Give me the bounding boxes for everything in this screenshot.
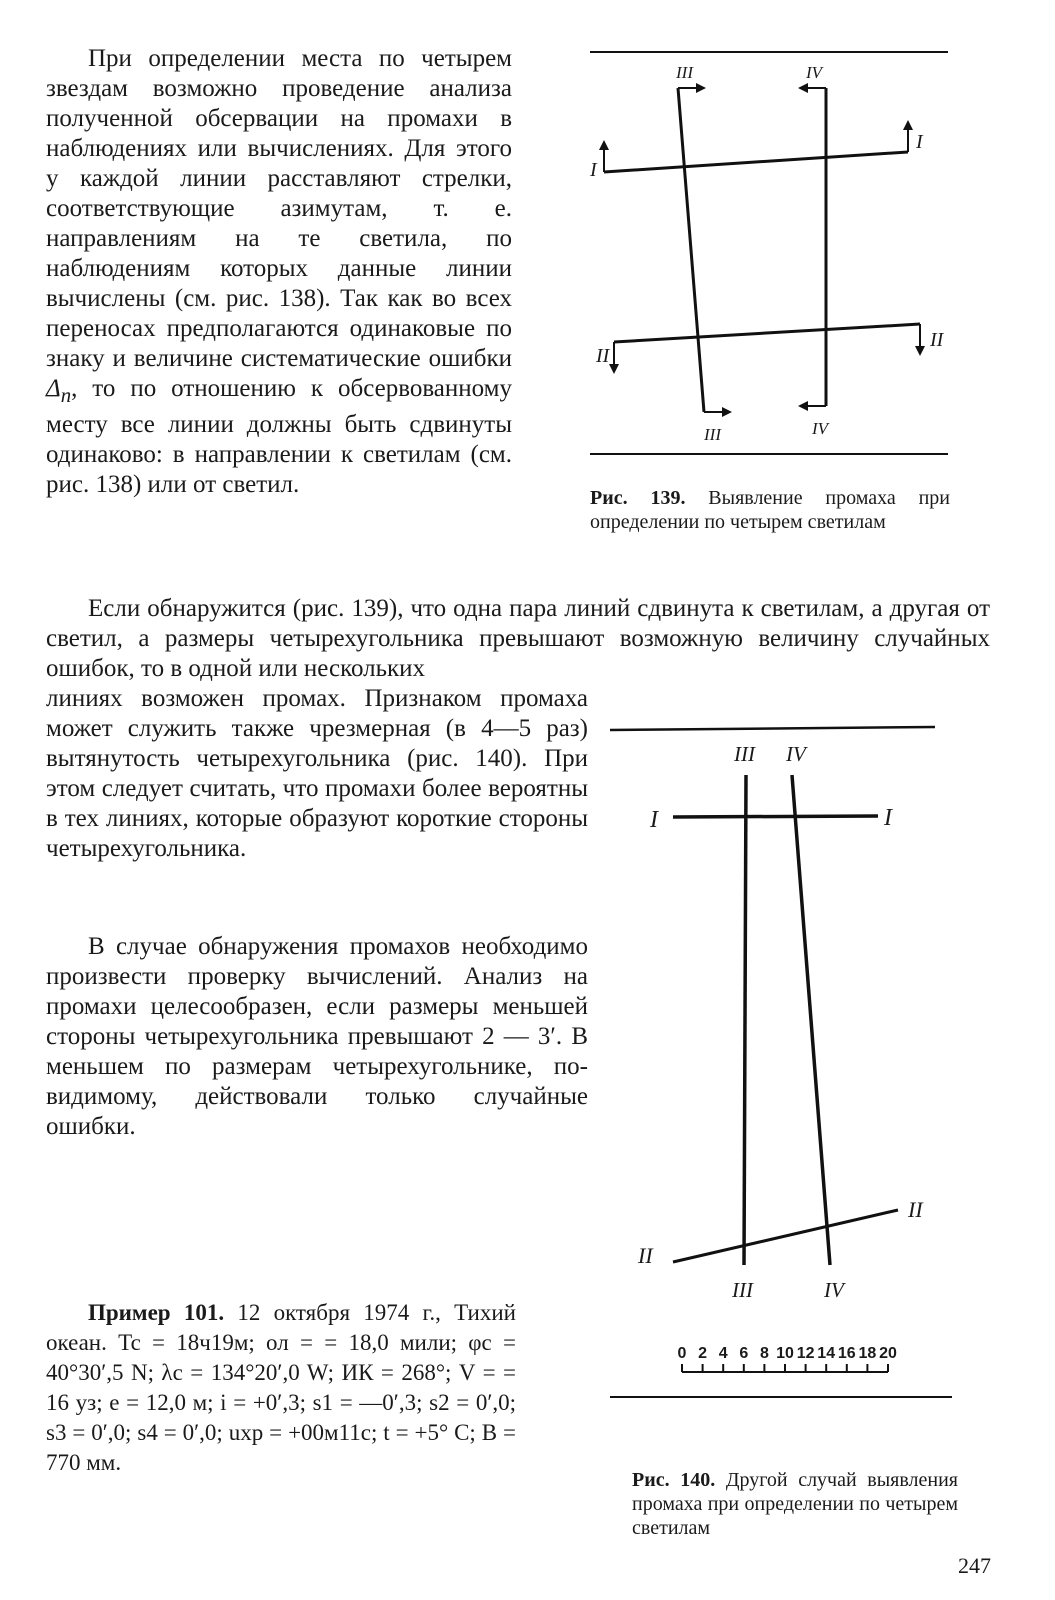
label-III-bottom: III <box>704 425 721 444</box>
position-line-I <box>673 816 878 817</box>
position-line-II <box>673 1210 898 1262</box>
scale-tick-label: 8 <box>759 1345 769 1362</box>
label-III-top: III <box>676 63 693 82</box>
position-line-IV <box>792 775 830 1265</box>
scale-tick-label: 6 <box>739 1345 749 1362</box>
scale-tick-label: 4 <box>718 1345 728 1362</box>
scale-tick-label: 16 <box>837 1345 856 1362</box>
label-III-bottom: III <box>732 1278 753 1302</box>
label-III-top: III <box>734 742 755 766</box>
scale-tick-label: 10 <box>776 1345 794 1362</box>
label-I-right: I <box>884 805 892 831</box>
scale-tick-label: 0 <box>677 1345 687 1362</box>
position-line-II <box>614 324 920 342</box>
position-line-III <box>678 88 704 412</box>
position-line-III <box>744 775 746 1265</box>
label-II-left: II <box>596 345 610 367</box>
paragraph-3: В случае обнаружения промахов необходимо произвести проверку вычислений. Анализ на промахи целесообразен, если размеры меньшей стороны четырехугольника превышают 2 — 3′. В меньшем по размерам четырехугольнике, по-видимому, действовали только случайные ошибки. <box>46 933 588 1140</box>
paragraph-1: При определении места по четырем звездам возможно проведение анализа полученной обсервации на промахи в наблюдениях или вычислениях. Для этого у каждой линии расставляют стрелки, соответствующие азимутам, т. е. направлениям на те светила, по наблюдениям которых данные линии вычислены (см. рис. 138). Так как во всех переносах предполагаются одинаковые по знаку и величине систематические ошибки $\Delta_n$, то по отношению к обсервованному месту все линии должны быть сдвинуты одинаково: в направлении к светилам (см. рис. 138) или от светил. <box>46 45 512 498</box>
label-IV-top: IV <box>806 63 823 82</box>
scale-tick-label: 18 <box>858 1345 877 1362</box>
example-101: Пример 101. 12 октября 1974 г., Тихий океан. Tc = 18ч19м; ол = = 18,0 мили; φc = 40°30′,5 N; λc = 134°20′,0 W; ИК = 268°; V = = 16 уз; e = 12,0 м; i = +0′,3; s1 = —0′,3; s2 = 0′,0; s3 = 0′,0; s4 = 0′,0; uхр = +00м11с; t = +5° C; B = 770 мм. <box>46 1300 516 1475</box>
paragraph-2-continued: линиях возможен промах. Признаком промаха может служить также чрезмерная (в 4—5 раз) вытянутость четырехугольника (рис. 140). При этом следует считать, что промахи более вероятны в тех линиях, которые образуют короткие стороны четырехугольника. <box>46 685 588 862</box>
label-I-left: I <box>590 159 597 181</box>
label-IV-bottom: IV <box>824 1278 844 1302</box>
page-number: 247 <box>958 1553 991 1578</box>
label-II-left: II <box>638 1243 653 1268</box>
paragraph-2: Если обнаружится (рис. 139), что одна пара линий сдвинута к светилам, а другая от светил, а размеры четырехугольника превышают возможную величину случайных ошибок, то в одной или нескольких <box>46 595 990 682</box>
scale-tick-label: 14 <box>817 1345 836 1362</box>
position-line-I <box>604 152 908 172</box>
distance-scale <box>678 1345 897 1372</box>
scale-tick-label: 20 <box>879 1345 897 1362</box>
figure-140-caption: Рис. 140. Другой случай выявления промаха при определении по четырем светилам <box>632 1469 958 1539</box>
label-I-right: I <box>916 131 923 153</box>
figure-139-caption: Рис. 139. Выявление промаха при определении по четырем светилам <box>590 487 950 533</box>
label-I-left: I <box>650 807 658 833</box>
scale-tick-label: 2 <box>698 1345 708 1362</box>
figure-140-diagram <box>610 725 990 1445</box>
label-IV-bottom: IV <box>812 419 829 438</box>
scale-tick-label: 12 <box>796 1345 815 1362</box>
figure-139-diagram <box>590 40 970 480</box>
label-II-right: II <box>908 1197 923 1222</box>
figure-top-rule <box>610 727 935 730</box>
label-IV-top: IV <box>786 742 806 766</box>
label-II-right: II <box>930 329 944 351</box>
